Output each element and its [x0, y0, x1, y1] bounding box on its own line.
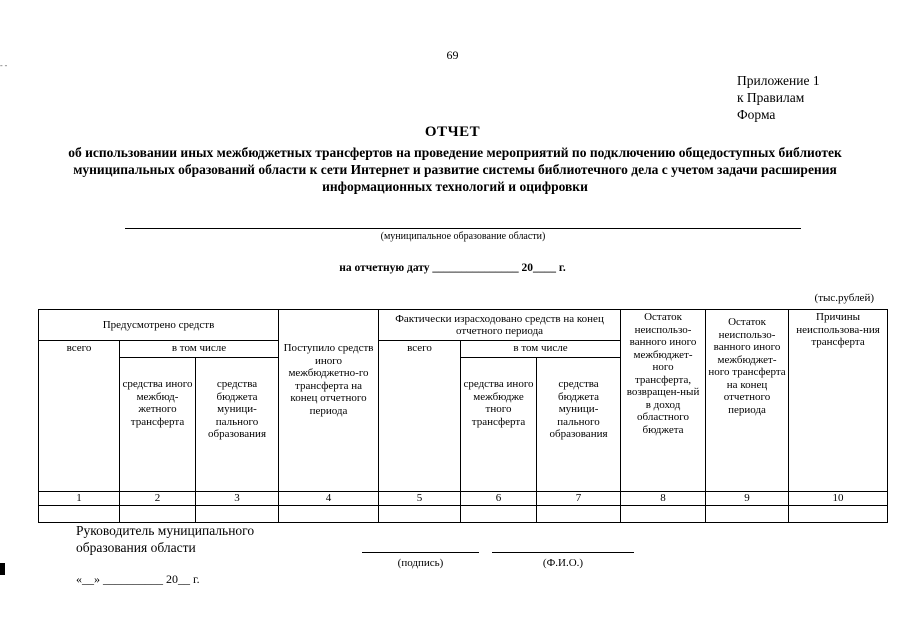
report-subtitle: об использовании иных межбюджетных трансфертов на проведение мероприятий по подключению общедоступных библиотек муниципальных образований области к сети Интернет и развитие системы библиотечного дела с учетом задачи расширения информационных технологий и оцифровки — [68, 145, 842, 194]
data-cell — [120, 506, 196, 523]
column-number-3: 3 — [196, 492, 279, 506]
header-planned-including: в том числе — [120, 341, 279, 358]
signature-label: (подпись) — [397, 557, 444, 569]
data-cell — [379, 506, 461, 523]
empty-data-row — [39, 506, 888, 523]
appendix-note — [737, 72, 820, 123]
signatory-role-line-2: образования области — [76, 540, 196, 555]
units-label: (тыс.рублей) — [814, 292, 874, 304]
header-planned: Предусмотрено средств — [39, 310, 279, 341]
column-number-7: 7 — [537, 492, 621, 506]
header-planned-municipal-budget: средства бюджета муници-пального образования — [196, 358, 279, 492]
signatory-role — [76, 522, 254, 556]
scan-edge-block — [0, 563, 5, 575]
data-cell — [39, 506, 120, 523]
header-reasons: Причины неиспользова-ния трансферта — [789, 310, 888, 492]
page-number: 69 — [446, 48, 459, 62]
signatory-role-line-1: Руководитель муниципального — [76, 523, 255, 538]
header-spent-total: всего — [379, 341, 461, 492]
header-returned-balance: Остаток неиспользо-ванного иного межбюджет-ного трансферта, возвращен-ный в доход областного бюджета — [621, 310, 706, 492]
header-spent-including: в том числе — [461, 341, 621, 358]
column-number-2: 2 — [120, 492, 196, 506]
column-number-10: 10 — [789, 492, 888, 506]
header-spent-municipal-budget: средства бюджета муници-пального образования — [537, 358, 621, 492]
header-spent: Фактически израсходовано средств на конец отчетного периода — [379, 310, 621, 341]
report-title: ОТЧЕТ — [424, 124, 481, 140]
header-received: Поступило средств иного межбюджетно-го трансферта на конец отчетного периода — [279, 310, 379, 492]
header-planned-other-transfer: средства иного межбюд-жетного трансферта — [120, 358, 196, 492]
report-table — [38, 309, 888, 523]
data-cell — [621, 506, 706, 523]
header-spent-other-transfer: средства иного межбюдже тного трансферта — [461, 358, 537, 492]
municipality-fill-line — [125, 228, 801, 229]
data-cell — [279, 506, 379, 523]
data-cell — [789, 506, 888, 523]
signature-fill-line — [362, 552, 479, 553]
appendix-line-3: Форма — [737, 107, 776, 122]
name-fill-line — [492, 552, 634, 553]
scan-edge-mark: - - — [0, 61, 8, 70]
data-cell — [706, 506, 789, 523]
column-number-8: 8 — [621, 492, 706, 506]
report-date-line: на отчетную дату _______________ 20____ г. — [339, 262, 566, 274]
data-cell — [461, 506, 537, 523]
signature-date: «__» __________ 20__ г. — [76, 572, 200, 586]
column-number-6: 6 — [461, 492, 537, 506]
appendix-line-2: к Правилам — [737, 90, 805, 105]
column-number-1: 1 — [39, 492, 120, 506]
column-number-5: 5 — [379, 492, 461, 506]
data-cell — [196, 506, 279, 523]
data-cell — [537, 506, 621, 523]
header-end-balance: Остаток неиспользо-ванного иного межбюджет-ного трансферта на конец отчетного периода — [706, 310, 789, 492]
column-number-4: 4 — [279, 492, 379, 506]
name-label: (Ф.И.О.) — [542, 557, 584, 569]
appendix-line-1: Приложение 1 — [737, 73, 820, 88]
municipality-caption: (муниципальное образование области) — [380, 231, 546, 242]
header-planned-total: всего — [39, 341, 120, 492]
column-number-9: 9 — [706, 492, 789, 506]
